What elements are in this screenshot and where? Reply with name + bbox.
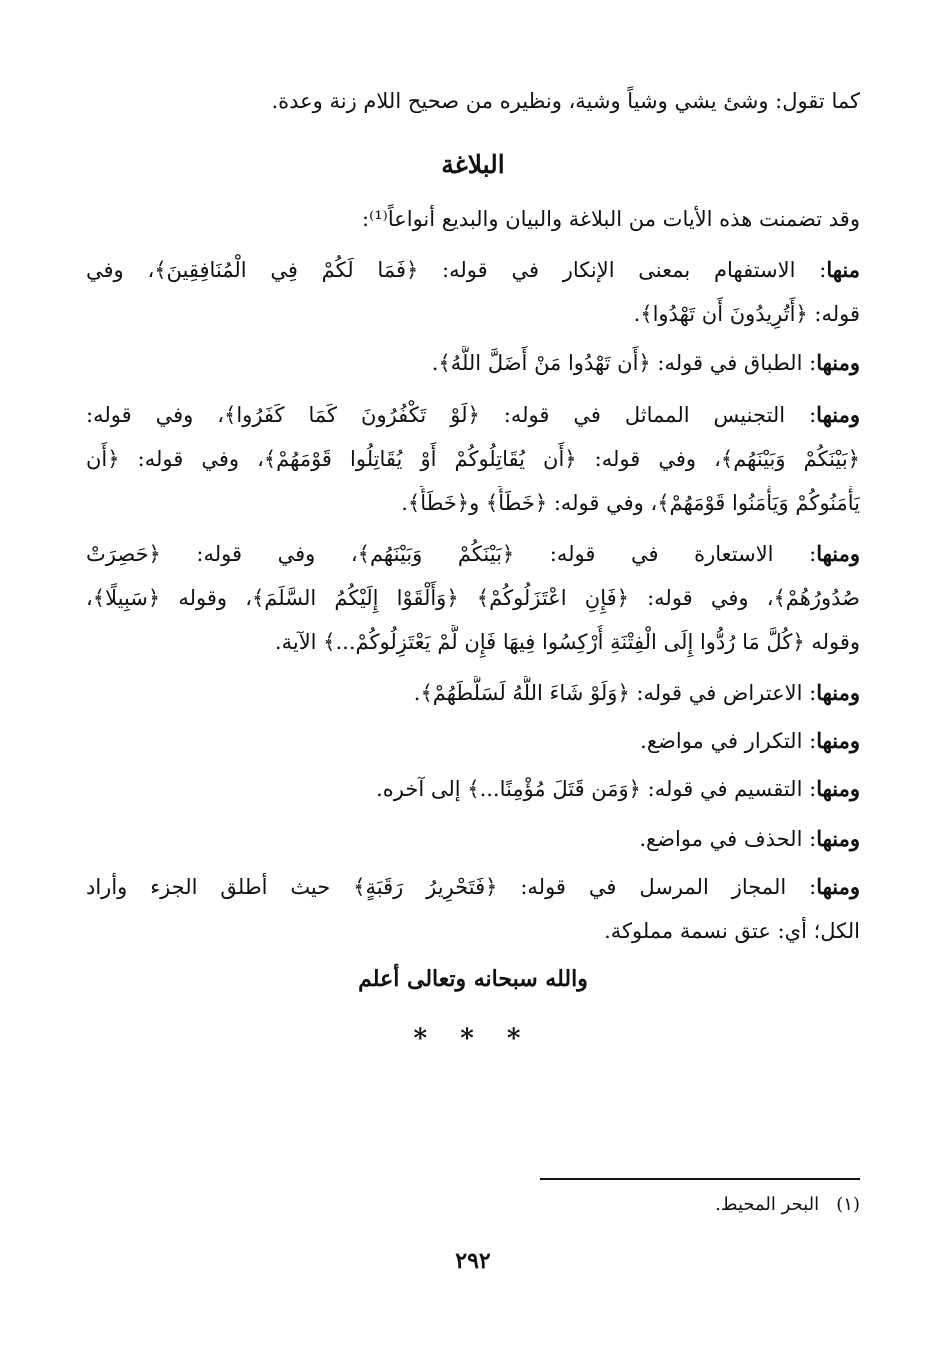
section-separator-stars: * * * <box>413 1024 533 1054</box>
item-keyword: ومنها <box>816 728 860 753</box>
item-9-line-2: الكل؛ أي: عتق نسمة مملوكة. <box>604 919 860 943</box>
continuation-line: كما تقول: وشئ يشي وشياً وشية، ونظيره من صحيح اللام زنة وعدة. <box>271 89 860 113</box>
item-keyword: ومنها <box>816 541 860 566</box>
item-keyword: ومنها <box>816 874 860 899</box>
item-1-line-1: منها: الاستفهام بمعنى الإنكار في قوله: ﴿فَمَا لَكُمْ فِي الْمُنَافِقِينَ﴾، وفي <box>86 257 860 282</box>
item-3-line-3: يَأْمَنُوكُمْ وَيَأْمَنُوا قَوْمَهُمْ﴾، وفي قوله: ﴿خَطَأً﴾ و﴿خَطَأً﴾. <box>401 491 860 515</box>
item-1-line-2: قوله: ﴿أَتُرِيدُونَ أَن تَهْدُوا﴾. <box>633 302 860 326</box>
item-text: الاستعارة في قوله: ﴿بَيْنَكُمْ وَبَيْنَهُم﴾، وفي قوله: ﴿حَصِرَتْ <box>86 542 774 566</box>
item-6-line-1: ومنها: التكرار في مواضع. <box>640 728 860 753</box>
footnote <box>715 1194 860 1215</box>
item-keyword: ومنها <box>816 826 860 851</box>
item-text: الطباق في قوله: ﴿أَن تَهْدُوا مَنْ أَضَلَّ اللَّهُ﴾. <box>431 351 803 375</box>
item-keyword: ومنها <box>816 402 860 427</box>
item-keyword: ومنها <box>816 680 860 705</box>
item-2-line-1: ومنها: الطباق في قوله: ﴿أَن تَهْدُوا مَنْ أَضَلَّ اللَّهُ﴾. <box>431 350 860 375</box>
footnote-marker: (١) <box>836 1194 860 1215</box>
footnote-text: البحر المحيط. <box>715 1194 820 1215</box>
item-text: الاعتراض في قوله: ﴿وَلَوْ شَاءَ اللَّهُ لَسَلَّطَهُمْ﴾. <box>413 681 803 705</box>
closing-phrase: والله سبحانه وتعالى أعلم <box>358 966 588 992</box>
item-keyword: ومنها <box>816 776 860 801</box>
item-text: الحذف في مواضع. <box>639 827 803 851</box>
item-text: التكرار في مواضع. <box>640 729 803 753</box>
item-3-line-2: ﴿بَيْنَكُمْ وَبَيْنَهُم﴾، وفي قوله: ﴿أَن يُقَاتِلُوكُمْ أَوْ يُقَاتِلُوا قَوْمَهُمْ﴾، وفي قوله: ﴿أَن <box>86 447 860 471</box>
item-4-line-2: صُدُورُهُمْ﴾، وفي قوله: ﴿فَإِنِ اعْتَزَلُوكُمْ﴾ ﴿وَأَلْقَوْا إِلَيْكُمُ السَّلَمَ﴾، وقوله ﴿سَبِيلًا﴾، <box>86 586 860 610</box>
item-4-line-3: وقوله ﴿كُلَّ مَا رُدُّوا إِلَى الْفِتْنَةِ أُرْكِسُوا فِيهَا فَإِن لَّمْ يَعْتَزِلُوكُمْ...﴾ الآية. <box>274 630 860 654</box>
item-3-line-1: ومنها: التجنيس المماثل في قوله: ﴿لَوْ تَكْفُرُونَ كَمَا كَفَرُوا﴾، وفي قوله: <box>86 402 860 427</box>
item-5-line-1: ومنها: الاعتراض في قوله: ﴿وَلَوْ شَاءَ اللَّهُ لَسَلَّطَهُمْ﴾. <box>413 680 860 705</box>
item-keyword: ومنها <box>816 350 860 375</box>
section-heading: البلاغة <box>441 150 505 179</box>
intro-paragraph: وقد تضمنت هذه الأيات من البلاغة والبيان والبديع أنواعاً⁽¹⁾: <box>362 207 860 231</box>
item-9-line-1: ومنها: المجاز المرسل في قوله: ﴿فَتَحْرِيرُ رَقَبَةٍ﴾ حيث أطلق الجزء وأراد <box>86 874 860 899</box>
item-keyword: منها <box>826 257 860 282</box>
page-number: ٢٩٢ <box>455 1248 491 1274</box>
item-text: المجاز المرسل في قوله: ﴿فَتَحْرِيرُ رَقَبَةٍ﴾ حيث أطلق الجزء وأراد <box>86 875 787 899</box>
item-8-line-1: ومنها: الحذف في مواضع. <box>639 826 860 851</box>
item-text: التجنيس المماثل في قوله: ﴿لَوْ تَكْفُرُونَ كَمَا كَفَرُوا﴾، وفي قوله: <box>86 403 786 427</box>
item-text: الاستفهام بمعنى الإنكار في قوله: ﴿فَمَا لَكُمْ فِي الْمُنَافِقِينَ﴾، وفي <box>86 258 796 282</box>
footnote-divider <box>540 1178 860 1180</box>
item-7-line-1: ومنها: التقسيم في قوله: ﴿وَمَن قَتَلَ مُؤْمِنًا...﴾ إلى آخره. <box>376 776 860 801</box>
item-4-line-1: ومنها: الاستعارة في قوله: ﴿بَيْنَكُمْ وَبَيْنَهُم﴾، وفي قوله: ﴿حَصِرَتْ <box>86 541 860 566</box>
item-text: التقسيم في قوله: ﴿وَمَن قَتَلَ مُؤْمِنًا...﴾ إلى آخره. <box>376 777 803 801</box>
